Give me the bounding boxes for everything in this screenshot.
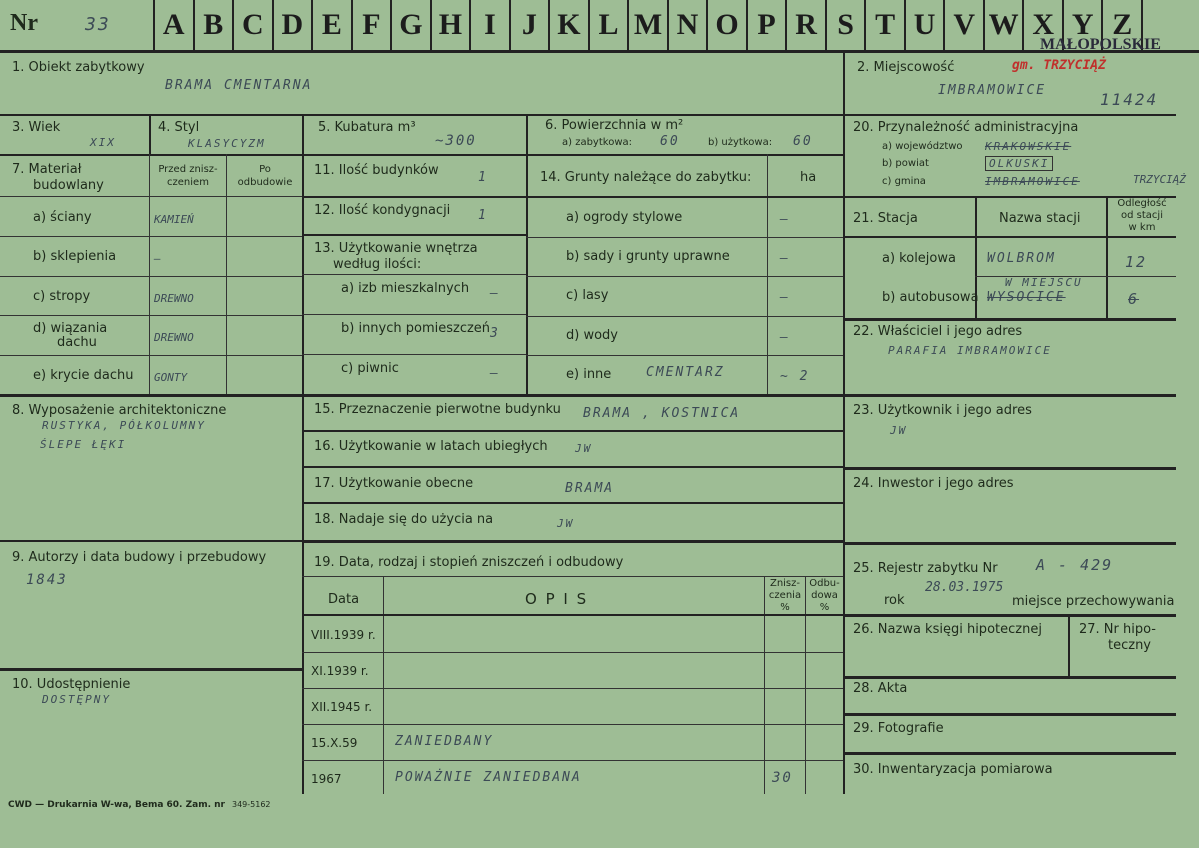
f18-label: 18. Nadaje się do użycia na <box>314 512 494 527</box>
f19-col-o3: % <box>819 602 830 613</box>
f10-value: DOSTĘPNY <box>42 693 111 706</box>
f13-row-label: a) izb mieszkalnych <box>341 281 470 296</box>
f20-gm-value: IMBRAMOWICE <box>985 175 1080 188</box>
f25-rok-label: rok <box>884 593 905 608</box>
letter-b: B <box>195 0 235 50</box>
f3-value: XIX <box>90 136 116 149</box>
f6-uz-label: b) użytkowa: <box>708 137 773 148</box>
f6-zab-value: 60 <box>660 134 680 149</box>
f19-row-desc: POWAŻNIE ZANIEDBANA <box>395 770 582 785</box>
f21-col-dist-3: w km <box>1128 222 1156 233</box>
f11-label: 11. Ilość budynków <box>314 163 439 178</box>
f20-gm-new: TRZYCIĄŻ <box>1133 173 1186 186</box>
nr-label: Nr <box>10 10 38 36</box>
f4-label: 4. Styl <box>158 120 200 135</box>
letter-u: U <box>906 0 946 50</box>
letter-a: A <box>155 0 195 50</box>
f7-row-divider <box>0 315 302 316</box>
f2-code: 11424 <box>1100 90 1159 109</box>
f8-line2: ŚLEPE ŁĘKI <box>40 438 127 451</box>
f7-label-2: budowlany <box>33 178 104 193</box>
letter-n: N <box>669 0 709 50</box>
header-nr-box <box>0 0 155 50</box>
f7-col-before-2: czeniem <box>167 177 209 188</box>
f7-row-value: GONTY <box>154 370 188 384</box>
f19-col-z3: % <box>780 602 790 613</box>
letter-x: X <box>1024 0 1064 50</box>
f14-row-label: c) lasy <box>566 288 609 304</box>
f12-value: 1 <box>478 208 488 223</box>
f13-row-divider <box>302 274 526 275</box>
f20-woj-value: KRAKOWSKIE <box>985 140 1072 153</box>
f9-value: 1843 <box>26 572 68 588</box>
f14-row-value: — <box>780 290 790 306</box>
f7-row-divider <box>0 355 302 356</box>
f14-row-label: d) wody <box>566 327 618 343</box>
f6-uz-value: 60 <box>793 134 813 149</box>
f28-label: 28. Akta <box>853 681 908 696</box>
f7-row-value: KAMIEŃ <box>154 213 194 226</box>
f26-label: 26. Nazwa księgi hipotecznej <box>853 622 1042 637</box>
letter-m: M <box>629 0 669 50</box>
f29-label: 29. Fotografie <box>853 721 944 736</box>
f19-row-divider <box>302 688 843 689</box>
f19-row-date: XI.1939 r. <box>311 664 369 678</box>
f19-row-divider <box>302 652 843 653</box>
f23-label: 23. Użytkownik i jego adres <box>853 403 1032 418</box>
f21-col-name: Nazwa stacji <box>999 211 1081 226</box>
f14-row-label: b) sady i grunty uprawne <box>566 249 730 265</box>
f19-col-date: Data <box>328 592 360 607</box>
f21-col-dist-1: Odległość <box>1117 198 1167 209</box>
f2-label: 2. Miejscowość <box>857 60 955 75</box>
f25-nr: A - 429 <box>1036 556 1114 574</box>
f19-col-o1: Odbu- <box>809 578 840 589</box>
f20-pow-value: OLKUSKI <box>985 156 1053 171</box>
f19-row-divider <box>302 724 843 725</box>
f25-label: 25. Rejestr zabytku Nr <box>853 561 998 576</box>
f21-col-dist-2: od stacji <box>1121 210 1163 221</box>
letter-g: G <box>392 0 432 50</box>
f7-col-after-1: Po <box>259 164 271 175</box>
f9-label: 9. Autorzy i data budowy i przebudowy <box>12 550 267 565</box>
printer-order: 349-5162 <box>232 800 271 809</box>
f21-bus-label: b) autobusowa <box>882 290 979 305</box>
f19-col-o2: dowa <box>811 590 838 601</box>
f7-row-divider <box>0 236 302 237</box>
f24-label: 24. Inwestor i jego adres <box>853 476 1014 491</box>
f7-row-value: — <box>154 252 161 266</box>
letter-i: I <box>471 0 511 50</box>
f25-place-label: miejsce przechowywania <box>1012 594 1175 609</box>
f3-label: 3. Wiek <box>12 120 61 135</box>
f20-gm-label: c) gmina <box>882 176 926 187</box>
f19-row-date: VIII.1939 r. <box>311 628 376 642</box>
f7-row-label: d) wiązania <box>33 321 108 337</box>
f2-gm: gm. TRZYCIĄŻ <box>1012 58 1106 73</box>
f1-value: BRAMA CMENTARNA <box>165 78 313 93</box>
f7-row-divider <box>0 276 302 277</box>
letter-v: V <box>945 0 985 50</box>
f19-row-divider <box>302 760 843 761</box>
f14-label: 14. Grunty należące do zabytku: <box>540 170 752 185</box>
f18-value: JW <box>557 517 575 530</box>
f8-line1: RUSTYKA, PÓŁKOLUMNY <box>42 419 206 432</box>
f14-row-label: a) ogrody stylowe <box>566 210 683 225</box>
f14-row-divider <box>526 355 843 356</box>
f14-row-value: — <box>780 329 790 345</box>
f19-label: 19. Data, rodzaj i stopień zniszczeń i odbudowy <box>314 555 624 570</box>
f14-row-value: — <box>780 212 790 227</box>
f13-row-label: b) innych pomieszczeń <box>341 321 491 336</box>
f14-row-divider <box>526 276 843 277</box>
letter-o: O <box>708 0 748 50</box>
f7-row-label: b) sklepienia <box>33 249 117 265</box>
letter-z: Z <box>1103 0 1143 50</box>
region-stamp: MAŁOPOLSKIE <box>1040 36 1161 53</box>
letter-e: E <box>313 0 353 50</box>
f13-row-value: — <box>490 366 500 381</box>
f19-col-z1: Znisz- <box>769 578 801 589</box>
f17-value: BRAMA <box>565 481 615 496</box>
f5-value: ~300 <box>435 133 477 149</box>
f13-row-divider <box>302 314 526 315</box>
f7-row-label: c) stropy <box>33 288 91 304</box>
f19-col-desc: O P I S <box>525 590 589 608</box>
letter-k: K <box>550 0 590 50</box>
f13-row-value: 3 <box>490 326 500 341</box>
f15-value: BRAMA , KOSTNICA <box>583 406 741 421</box>
f21-rail-km: 12 <box>1125 253 1148 271</box>
f14-row-value: ~ 2 <box>780 368 810 384</box>
f7-row-label: a) ściany <box>33 210 92 225</box>
f6-zab-label: a) zabytkowa: <box>562 137 632 148</box>
f27-label-2: teczny <box>1108 638 1151 653</box>
f13-row-label: c) piwnic <box>341 361 399 376</box>
f19-row-date: 1967 <box>311 772 342 786</box>
letter-h: H <box>432 0 472 50</box>
f15-label: 15. Przeznaczenie pierwotne budynku <box>314 402 561 417</box>
f13-label-2: według ilości: <box>333 257 422 272</box>
f7-row-value: DREWNO <box>154 331 194 345</box>
letter-d: D <box>274 0 314 50</box>
f30-label: 30. Inwentaryzacja pomiarowa <box>853 762 1053 777</box>
f22-value: PARAFIA IMBRAMOWICE <box>888 344 1052 357</box>
f2-value: IMBRAMOWICE <box>938 83 1047 98</box>
f17-label: 17. Użytkowanie obecne <box>314 476 474 491</box>
f20-woj-label: a) województwo <box>882 141 963 152</box>
letter-c: C <box>234 0 274 50</box>
f16-value: JW <box>575 442 593 455</box>
f21-bus-name-new: W MIEJSCU <box>1005 276 1083 289</box>
f14-row-label: e) inne <box>566 366 612 382</box>
f13-row-value: — <box>490 286 500 301</box>
f13-label-1: 13. Użytkowanie wnętrza <box>314 241 478 256</box>
f10-label: 10. Udostępnienie <box>12 677 131 692</box>
letter-r: R <box>787 0 827 50</box>
letter-y: Y <box>1064 0 1104 50</box>
f12-label: 12. Ilość kondygnacji <box>314 203 451 218</box>
f21-label: 21. Stacja <box>853 211 918 226</box>
letter-s: S <box>827 0 867 50</box>
f21-bus-name-old: WYSOCICE <box>987 290 1066 305</box>
letter-t: T <box>866 0 906 50</box>
f7-row-label: e) krycie dachu <box>33 367 134 383</box>
f23-value: JW <box>890 424 908 437</box>
letter-f: F <box>353 0 393 50</box>
f14-row-divider <box>526 316 843 317</box>
f27-label-1: 27. Nr hipo- <box>1079 622 1156 637</box>
f14-unit: ha <box>800 170 817 185</box>
f1-label: 1. Obiekt zabytkowy <box>12 60 145 75</box>
f7-row-label-2: dachu <box>57 335 97 351</box>
f19-row-date: XII.1945 r. <box>311 700 373 714</box>
f21-rail-name: WOLBROM <box>987 251 1056 266</box>
f20-pow-label: b) powiat <box>882 158 929 169</box>
letter-j: J <box>511 0 551 50</box>
f13-row-divider <box>302 354 526 355</box>
f14-row-value: — <box>780 251 790 267</box>
f21-bus-km: 6 <box>1128 290 1140 308</box>
f4-value: KLASYCYZM <box>188 137 266 150</box>
letter-l: L <box>590 0 630 50</box>
f7-row-value: DREWNO <box>154 291 194 305</box>
f19-row-date: 15.X.59 <box>311 736 358 750</box>
f11-value: 1 <box>478 170 488 185</box>
f25-rok-value: 28.03.1975 <box>925 580 1004 595</box>
letter-p: P <box>748 0 788 50</box>
f7-col-after-2: odbudowie <box>237 177 293 188</box>
printer-info: CWD — Drukarnia W-wa, Bema 60. Zam. nr <box>8 800 225 810</box>
f5-label: 5. Kubatura m³ <box>318 120 416 135</box>
f21-rail-label: a) kolejowa <box>882 251 956 266</box>
f22-label: 22. Właściciel i jego adres <box>853 324 1023 339</box>
f6-label: 6. Powierzchnia w m² <box>545 118 684 133</box>
f19-row-z: 30 <box>772 770 793 786</box>
f16-label: 16. Użytkowanie w latach ubiegłych <box>314 439 548 454</box>
f7-label-1: 7. Materiał <box>12 162 82 177</box>
f14-row-extra: CMENTARZ <box>646 364 725 380</box>
letter-w: W <box>985 0 1025 50</box>
f8-label: 8. Wyposażenie architektoniczne <box>12 403 227 418</box>
f7-col-before-1: Przed znisz- <box>158 164 218 175</box>
f20-label: 20. Przynależność administracyjna <box>853 120 1079 135</box>
nr-value: 33 <box>85 14 111 35</box>
f19-col-z2: czenia <box>768 590 802 601</box>
f19-row-desc: ZANIEDBANY <box>395 734 494 749</box>
f14-row-divider <box>526 237 843 238</box>
